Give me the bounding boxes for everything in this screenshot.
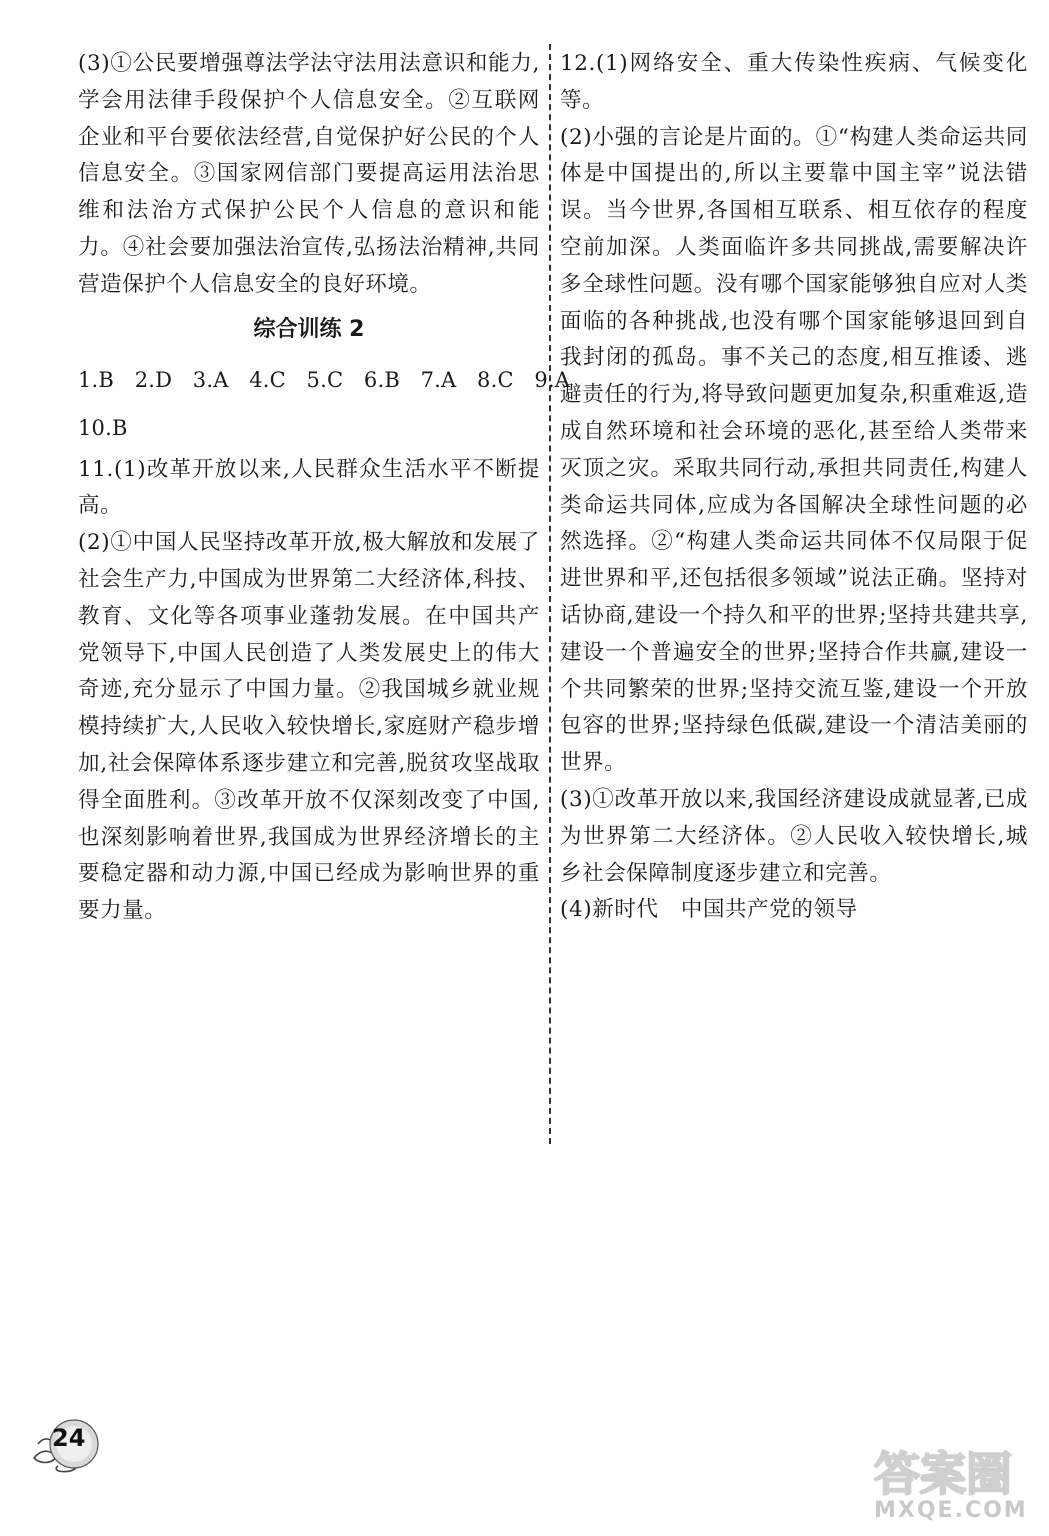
answer-q11-2: (2)①中国人民坚持改革开放,极大解放和发展了社会生产力,中国成为世界第二大经济体,科技、教育、文化等各项事业蓬勃发展。在中国共产党领导下,中国人民创造了人类发展史上的伟大奇迹,充分显示了中国力量。②我国城乡就业规模持续扩大,人民收入较快增长,家庭财产稳步增加,社会保障体系逐步建立和完善,脱贫攻坚战取得全面胜利。③改革开放不仅深刻改变了中国,也深刻影响着世界,我国成为世界经济增长的主要稳定器和动力源,中国已经成为影响世界的重要力量。 <box>78 530 540 924</box>
left-column <box>78 46 571 930</box>
answer-q3-paragraph: (3)①公民要增强尊法学法守法用法意识和能力,学会用法律手段保护个人信息安全。②互联网企业和平台要依法经营,自觉保护好公民的个人信息安全。③国家网信部门要提高运用法治思维和法治方式保护公民个人信息的意识和能力。④社会要加强法治宣传,弘扬法治精神,共同营造保护个人信息安全的良好环境。 <box>78 51 540 297</box>
svg-text:答案圈: 答案圈 <box>874 1447 1012 1501</box>
mc-answers-line2: 10.B <box>78 415 128 440</box>
answer-q12-2: (2)小强的言论是片面的。①“构建人类命运共同体是中国提出的,所以主要靠中国主宰”说法错误。当今世界,各国相互联系、相互依存的程度空前加深。人类面临许多共同挑战,需要解决许多全球性问题。没有哪个国家能够独自应对人类面临的各种挑战,也没有哪个国家能够退回到自我封闭的孤岛。事不关己的态度,相互推诿、逃避责任的行为,将导致问题更加复杂,积重难返,造成自然环境和社会环境的恶化,甚至给人类带来灭顶之灾。采取共同行动,承担共同责任,构建人类命运共同体,应成为各国解决全球性问题的必然选择。②“构建人类命运共同体不仅局限于促进世界和平,还包括很多领域”说法正确。坚持对话协商,建设一个持久和平的世界;坚持共建共享,建设一个普遍安全的世界;坚持合作共赢,建设一个共同繁荣的世界;坚持交流互鉴,建设一个开放包容的世界;坚持绿色低碳,建设一个清洁美丽的世界。 <box>560 124 1028 776</box>
answer-q12-3: (3)①改革开放以来,我国经济建设成就显著,已成为世界第二大经济体。②人民收入较快增长,城乡社会保障制度逐步建立和完善。 <box>560 786 1028 886</box>
column-divider <box>549 44 551 1144</box>
answer-q11-1: 11.(1)改革开放以来,人民群众生活水平不断提高。 <box>78 456 540 519</box>
section-title: 综合训练 2 <box>253 316 365 342</box>
answer-q12-4: (4)新时代 中国共产党的领导 <box>560 897 858 923</box>
mc-answers-line1: 1.B 2.D 3.A 4.C 5.C 6.B 7.A 8.C 9.A <box>78 367 571 392</box>
page-number: 24 <box>52 1424 86 1452</box>
answer-q12-1: 12.(1)网络安全、重大传染性疾病、气候变化等。 <box>560 51 1028 113</box>
watermark-url: MXQE.COM <box>874 1498 1028 1523</box>
right-column <box>560 46 1028 929</box>
